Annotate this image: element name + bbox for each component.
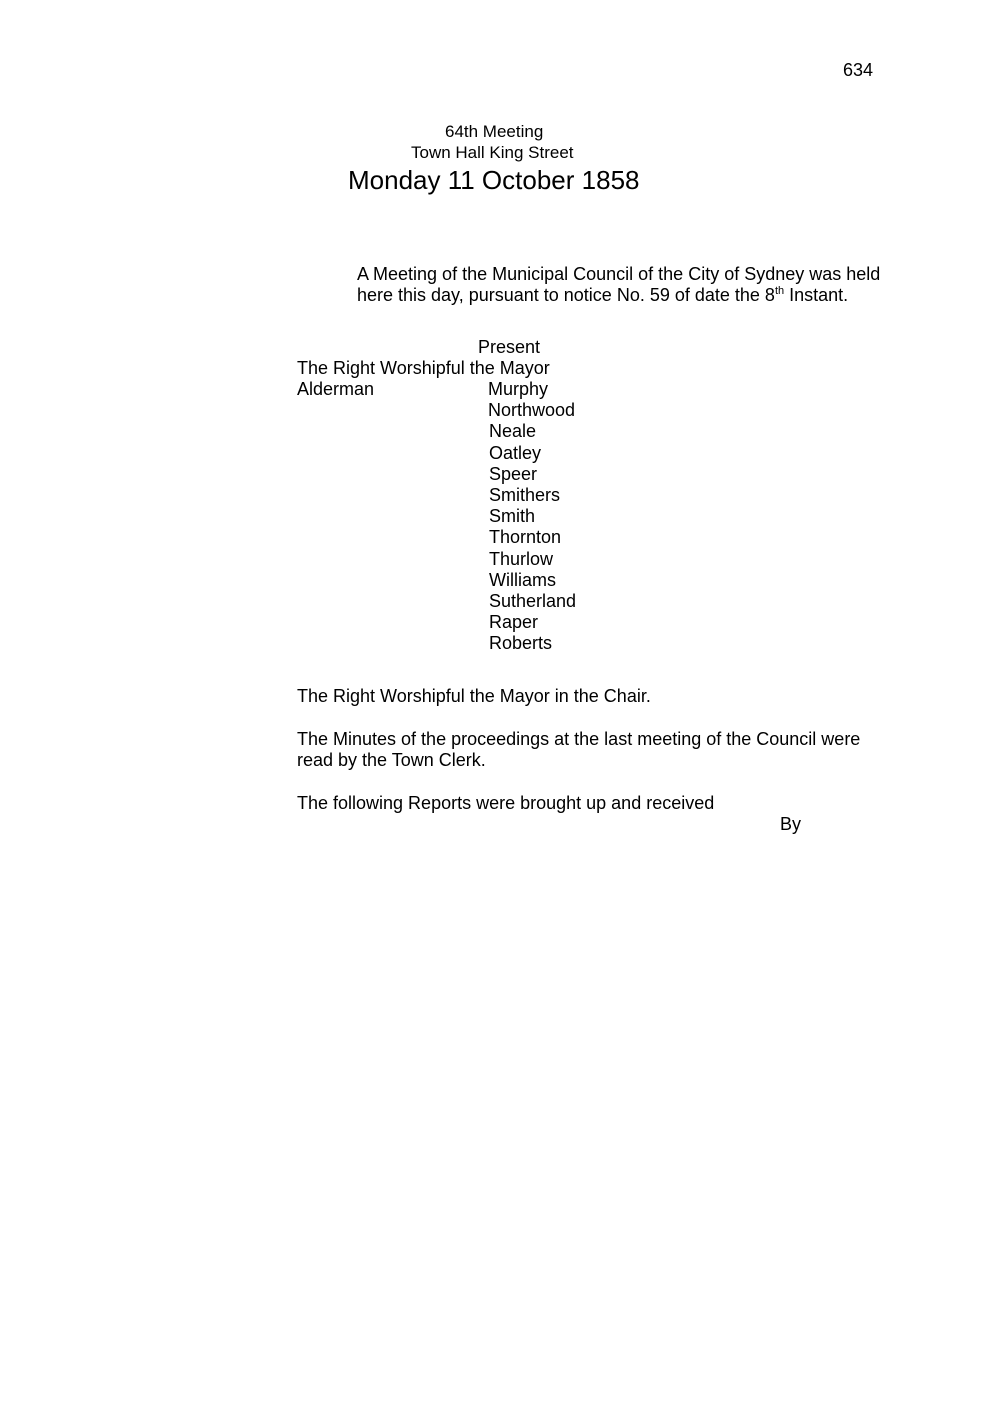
alderman-name: Neale bbox=[489, 421, 537, 442]
alderman-name: Murphy bbox=[488, 379, 549, 399]
intro-line-2-end: Instant. bbox=[784, 285, 849, 305]
alderman-name: Williams bbox=[489, 569, 556, 590]
alderman-name: Speer bbox=[489, 463, 538, 484]
meeting-number: 64th Meeting bbox=[445, 122, 544, 141]
page-number: 634 bbox=[843, 60, 874, 80]
intro-line-2 bbox=[357, 285, 902, 306]
catchword: By bbox=[780, 814, 802, 834]
alderman-label: Alderman bbox=[297, 379, 375, 399]
alderman-name: Smith bbox=[489, 506, 536, 527]
meeting-date-heading: Monday 11 October 1858 bbox=[348, 165, 640, 195]
alderman-name: Thurlow bbox=[489, 548, 554, 569]
ordinal-superscript: th bbox=[774, 285, 785, 297]
intro-line-2-text: here this day, pursuant to notice No. 59 of date the 8 bbox=[357, 285, 775, 305]
minutes-line-1: The Minutes of the proceedings at the last meeting of the Council were bbox=[297, 729, 861, 749]
chair-statement: The Right Worshipful the Mayor in the Chair. bbox=[297, 686, 651, 706]
present-heading: Present bbox=[478, 337, 541, 357]
reports-statement: The following Reports were brought up and received bbox=[297, 793, 715, 813]
intro-paragraph bbox=[357, 264, 902, 306]
intro-line-1: A Meeting of the Municipal Council of the City of Sydney was held bbox=[357, 264, 881, 284]
minutes-paragraph bbox=[297, 729, 897, 771]
alderman-name: Thornton bbox=[489, 527, 562, 548]
alderman-name: Sutherland bbox=[489, 591, 577, 612]
alderman-name: Roberts bbox=[489, 633, 553, 654]
alderman-name: Northwood bbox=[488, 400, 576, 421]
alderman-list bbox=[488, 379, 576, 655]
alderman-name: Raper bbox=[489, 612, 539, 633]
alderman-name: Smithers bbox=[489, 485, 561, 506]
meeting-venue: Town Hall King Street bbox=[411, 143, 574, 162]
alderman-name: Oatley bbox=[489, 442, 542, 463]
minutes-line-2: read by the Town Clerk. bbox=[297, 750, 486, 770]
mayor-line: The Right Worshipful the Mayor bbox=[297, 358, 550, 378]
